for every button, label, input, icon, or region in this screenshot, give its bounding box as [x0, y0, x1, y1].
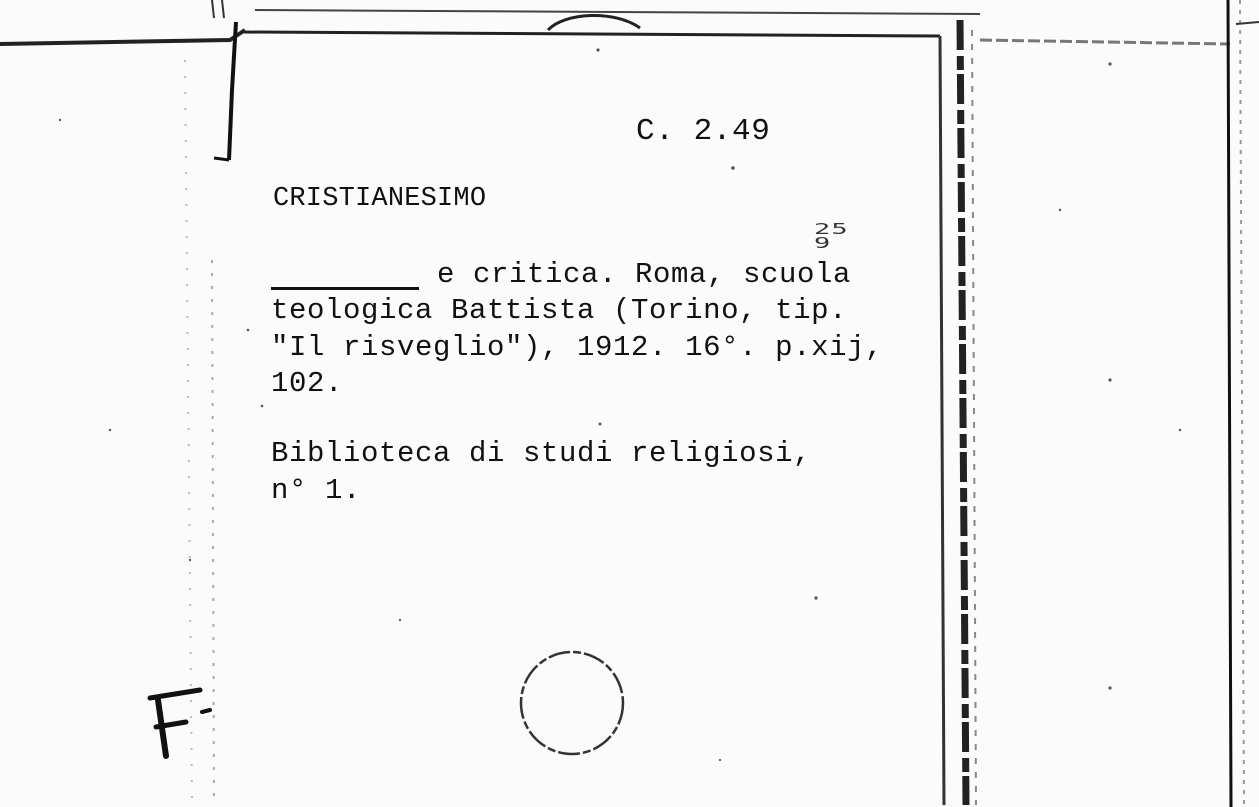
call-number: C. 2.49 [636, 114, 771, 149]
entry-line-2: teologica Battista (Torino, tip. [271, 294, 848, 327]
entry-line-4: 102. [271, 367, 344, 400]
entry-line-3: "Il risveglio"), 1912. 16°. p.xij, [271, 331, 884, 364]
subject-heading: CRISTIANESIMO [273, 184, 487, 214]
title-blank-line [271, 287, 419, 290]
entry-line-1: e critica. Roma, scuola [437, 258, 852, 291]
stamp-number: 259 [814, 220, 849, 252]
series-line-1: Biblioteca di studi religiosi, [271, 437, 812, 470]
series-line-2: n° 1. [271, 474, 362, 507]
